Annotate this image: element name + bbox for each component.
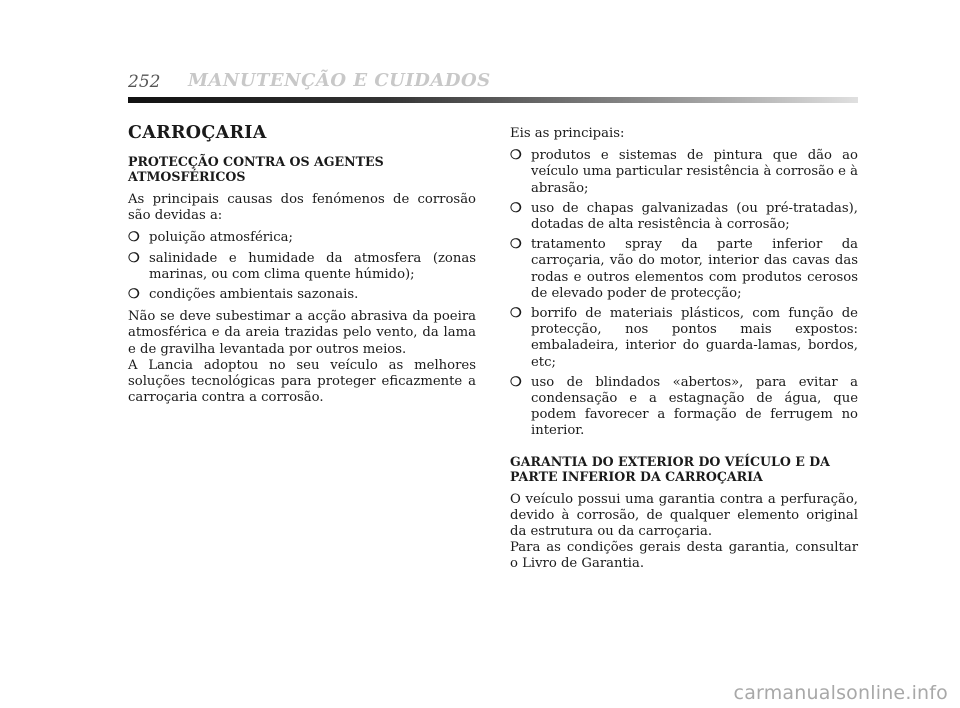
abrasion-paragraph: Não se deve subestimar a acção abrasiva da poeira atmosférica e da areia trazidas pelo vento, da lama e de gravilha levantada por outros meios. xyxy=(128,309,476,357)
list-item-text: borrifo de materiais plásticos, com função de protecção, nos pontos mais expostos: embaladeira, interior do guarda-lamas, bordos, etc; xyxy=(531,306,858,370)
lancia-paragraph: A Lancia adoptou no seu veículo as melhores soluções tecnológicas para proteger eficazmente a carroçaria contra a corrosão. xyxy=(128,357,476,406)
watermark-text: carmanualsonline.info xyxy=(733,682,948,704)
list-item xyxy=(510,375,858,440)
causes-list xyxy=(128,230,476,303)
section-title: MANUTENÇÃO E CUIDADOS xyxy=(188,70,491,91)
bullet-icon: ❍ xyxy=(128,287,140,303)
list-item-text: tratamento spray da parte inferior da carroçaria, vão do motor, interior das cavas das rodas e outros elementos com produtos cerosos de elevado poder de protecção; xyxy=(531,237,858,301)
solutions-list xyxy=(510,148,858,439)
section-spacer xyxy=(510,446,858,454)
list-item-text: produtos e sistemas de pintura que dão ao veículo uma particular resistência à corrosão e à abrasão; xyxy=(531,148,858,196)
bullet-icon: ❍ xyxy=(128,250,140,266)
page-title: CARROÇARIA xyxy=(128,123,267,143)
list-item-text: uso de blindados «abertos», para evitar a condensação e a estagnação de água, que podem favorecer a formação de ferrugem no interior. xyxy=(531,374,858,439)
bullet-icon: ❍ xyxy=(510,200,522,216)
bullet-icon: ❍ xyxy=(510,374,522,390)
bullet-icon: ❍ xyxy=(510,306,522,322)
list-item xyxy=(510,148,858,197)
list-item xyxy=(510,306,858,371)
bullet-icon: ❍ xyxy=(128,230,140,246)
warranty-subtitle: GARANTIA DO EXTERIOR DO VEÍCULO E DA PARTE INFERIOR DA CARROÇARIA xyxy=(510,453,830,484)
list-item-text: uso de chapas galvanizadas (ou pré-tratadas), dotadas de alta resistência à corrosão; xyxy=(531,200,858,233)
causes-intro: As principais causas dos fenómenos de corrosão são devidas a: xyxy=(128,192,476,224)
list-item-text: salinidade e humidade da atmosfera (zonas marinas, ou com clima quente húmido); xyxy=(149,250,476,282)
list-item xyxy=(128,287,476,303)
header-rule xyxy=(128,97,858,103)
warranty-conditions-paragraph: Para as condições gerais desta garantia, consultar o Livro de Garantia. xyxy=(510,540,858,572)
list-item-text: condições ambientais sazonais. xyxy=(149,287,359,303)
list-item-text: poluição atmosférica; xyxy=(149,230,293,246)
warranty-paragraph: O veículo possui uma garantia contra a perfuração, devido à corrosão, de qualquer elemento original da estrutura ou da carroçaria. xyxy=(510,491,858,540)
list-item xyxy=(510,237,858,302)
protection-subtitle: PROTECÇÃO CONTRA OS AGENTES ATMOSFÉRICOS xyxy=(128,154,384,184)
list-item xyxy=(128,251,476,283)
left-column xyxy=(128,122,476,412)
bullet-icon: ❍ xyxy=(510,148,522,164)
list-item xyxy=(510,201,858,233)
solutions-intro: Eis as principais: xyxy=(510,126,625,141)
list-item xyxy=(128,230,476,246)
page-number: 252 xyxy=(128,72,161,92)
bullet-icon: ❍ xyxy=(510,237,522,253)
right-column xyxy=(510,126,858,579)
